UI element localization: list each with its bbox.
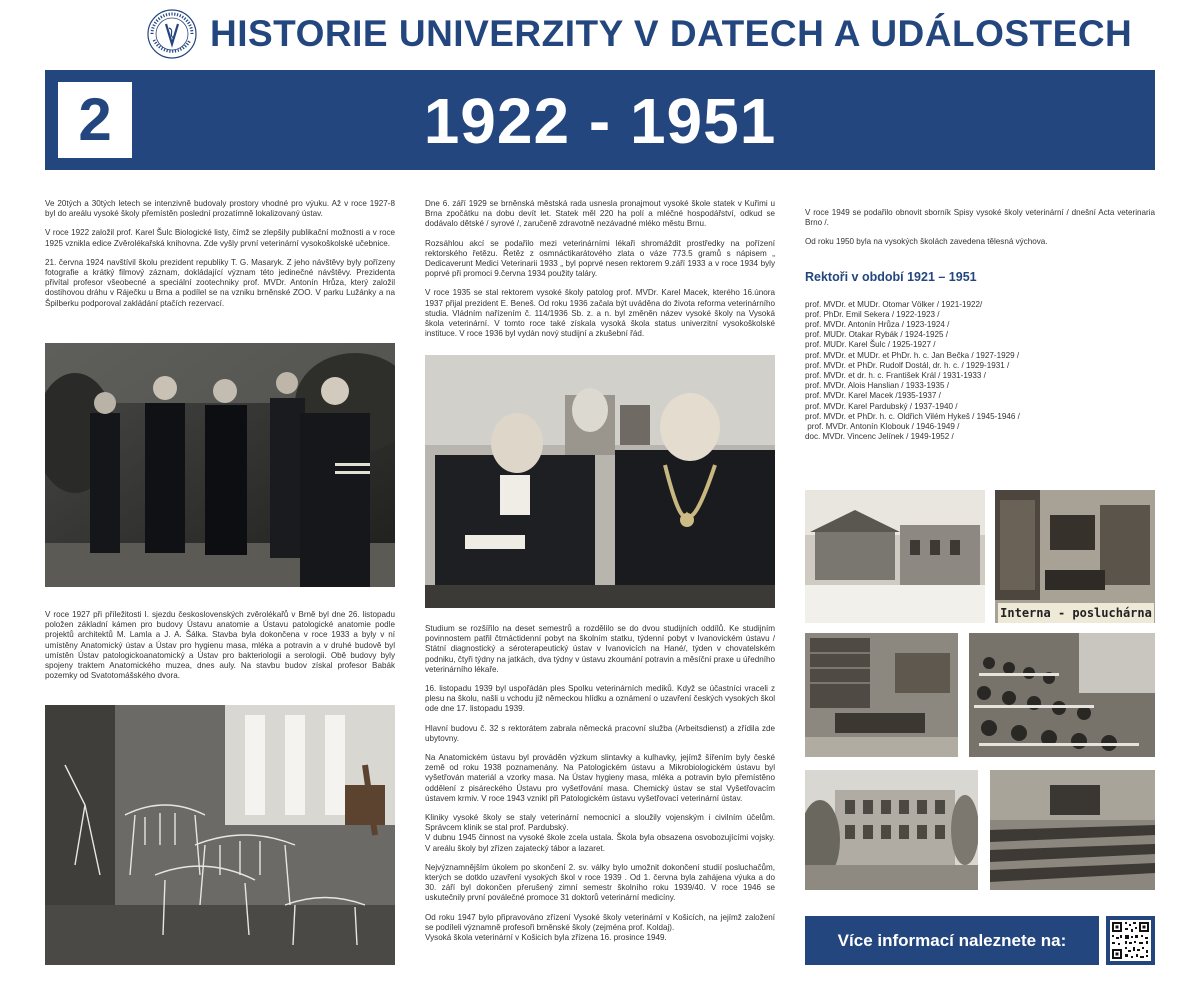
more-info-banner: Více informací naleznete na: bbox=[805, 916, 1099, 965]
list-item: prof. MVDr. et PhDr. h. c. Oldřich Vilém Hykeš / 1945-1946 / bbox=[805, 411, 1020, 421]
list-item: prof. MUDr. Karel Šulc / 1925-1927 / bbox=[805, 340, 936, 350]
list-item: prof. MVDr. Alois Hanslian / 1933-1935 / bbox=[805, 381, 949, 391]
paragraph: Od roku 1950 byla na vysokých školách zavedena tělesná výchova. bbox=[805, 237, 1048, 247]
photo-caption: Interna - posluchárna bbox=[998, 603, 1154, 623]
paragraph: Od roku 1947 bylo připravováno zřízení Vysoké školy veterinární v Košicích, na jejímž založení se podíleli významně profesoři brněnské školy (zejména prof. Koldaj). Vysoká škola veterinární v Košicích byla zřízena 16. prosince 1949. bbox=[425, 912, 775, 943]
column-2-text-top bbox=[425, 199, 775, 339]
paragraph: Rozsáhlou akcí se podařilo mezi veterinárními lékaři shromáždit prostředky na pořízení rektorského řetězu. Řetěz z osmnáctikarátového zlata o váze 773.5 gramů s nápisem „ Dedicaverunt Medici Veterinarii 1933 „ byl poprvé nesen rektorem 9.září 1933 a v roce 1934 byly poprvé při promoci 9.června 1934 použity taláry. bbox=[425, 238, 775, 279]
list-item: prof. PhDr. Emil Sekera / 1922-1923 / bbox=[805, 309, 940, 319]
paragraph: Studium se rozšířilo na deset semestrů a rozdělilo se do dvou studijních oddílů. Ke studijním povinnostem patřil čtrnáctidenní pobyt na školním statku, týdenní pobyt v Ivanovickém ústavu / Státní diagnostický a séroterapeutický ústav v Ivanovicích na Hané/, týden v chovatelském podniku, čtyři týdny na jatkách, dva týdny v ústavu zkoumání potravin a měsíční praxe u úředního veterinárního lékaře. bbox=[425, 624, 775, 674]
panel-number: 2 bbox=[58, 82, 132, 158]
photo-lecture-students bbox=[969, 633, 1155, 757]
page-title: HISTORIE UNIVERZITY V DATECH A UDÁLOSTECH bbox=[210, 13, 1133, 54]
column-2-text-bottom bbox=[425, 624, 775, 943]
paragraph: V roce 1949 se podařilo obnovit sborník Spisy vysoké školy veterinární / dnešní Acta veterinaria Brno /. bbox=[805, 208, 1155, 228]
paragraph: Nejvýznamnějším úkolem po skončení 2. sv. války bylo umožnit dokončení studií posluchačům, kterých se dotklo uzavření vysokých škol v roce 1939 . Od 1. června byla zahájena výuka a do 30. září byl dokončen přerušený zimní semestr školního roku 1939/40. V roce 1946 se uskutečnily první poválečné promoce 31 doktorů veterinární medicíny. bbox=[425, 862, 775, 903]
paragraph: Kliniky vysoké školy se staly veterinární nemocnicí a sloužily vojenským i civilním účelům. Správcem klinik se stal prof. Pardubský. V dubnu 1945 činnost na vysoké škole zcela ustala. Škola byla obsazena osvobozujícími vojsky. V areálu školy byl zřízen zajatecký tábor a lazaret. bbox=[425, 813, 775, 853]
period-title: 1922 - 1951 bbox=[423, 85, 777, 157]
photo-masaryk-visit bbox=[45, 343, 395, 587]
qr-code-icon[interactable] bbox=[1106, 916, 1155, 965]
rectors-list bbox=[805, 300, 1155, 443]
list-item: prof. MVDr. et dr. h. c. František Král / 1931-1933 / bbox=[805, 371, 986, 381]
university-logo bbox=[146, 8, 198, 60]
column-3-text bbox=[805, 208, 1155, 442]
paragraph: Na Anatomickém ústavu byl prováděn výzkum slintavky a kulhavky, jejímž šířením byly české země od roku 1938 poznamenány. Na Patologickém ústavu a Mikrobiologickém ústavu byl vyšetřován materiál a vzorky masa. Na Ústav hygieny masa, mléka a potravin bylo přemístěno oddělení z pisáreckého Ústavu pro vyšetřování masa. Chemický ústav se stal Vyšetřovacím ústavem krmiv. V roce 1943 vznikl při Patologickém ústavu vyšetřovací veterinární ústav. bbox=[425, 753, 775, 803]
paragraph: Dne 6. září 1929 se brněnská městská rada usnesla pronajmout vysoké škole statek v Kuřimi u Brna zpočátku na dobu devít let. Statek měl 220 ha polí a mléčné hospodářství, odkud se dodávalo dětské / syrové /, zaručeně zdravotně nezávadné mléko městu Brnu. bbox=[425, 199, 775, 229]
list-item: prof. MVDr. Antonín Klobouk / 1946-1949 / bbox=[805, 422, 960, 432]
paragraph: 16. listopadu 1939 byl uspořádán ples Spolku veterinárních mediků. Když se účastníci vraceli z plesu na školu, našli u vchodu již německou hlídku a oznámení o uzavření českých vysokých škol ode dne 17. listopadu 1939. bbox=[425, 684, 775, 714]
paragraph: Hlavní budovu č. 32 s rektorátem zabrala německá pracovní služba (Arbeitsdienst) a zřídila zde ubytovny. bbox=[425, 723, 775, 743]
paragraph: Ve 20tých a 30tých letech se intenzivně budovaly prostory vhodné pro výuku. Až v roce 1927-8 byl do areálu vysoké školy přemístěn poslední prozatímně lokalizovaný ústav. bbox=[45, 199, 395, 219]
column-1-text-bottom bbox=[45, 610, 395, 681]
photo-anatomical-museum bbox=[45, 705, 395, 965]
paragraph: 21. června 1924 navštívil školu prezident republiky T. G. Masaryk. Z jeho návštěvy byly pořízeny fotografie a krátký filmový záznam, dokládající význam této jedinečné návštěvy. Prezidenta přivítal profesor všeobecné a speciální zootechniky prof. MVDr. Antonín Hrůza, který založil dostihovou dráhu v Ráječku u Brna a podílel se na vzniku brněnské ZOO. V parku Lužánky a na Špilberku podporoval zakládání ptačích rezervací. bbox=[45, 257, 395, 308]
paragraph: V roce 1935 se stal rektorem vysoké školy patolog prof. MVDr. Karel Macek, kterého 16.února 1937 přijal prezident E. Beneš. Od roku 1936 začala být uváděna do života reforma veterinárního studia. Vládním nařízením č. 114/1936 Sb. z. a n. byl změněn název vysoké školy na Vysoká škola veterinární. V tomto roce také získala vysoká škola status univerzitní vysokoškolské instituce. V roce 1936 byl vydán nový studijní a zkušební řád. bbox=[425, 288, 775, 339]
paragraph: V roce 1922 založil prof. Karel Šulc Biologické listy, čímž se zlepšily publikační možnosti a v roce 1925 vznikla edice Zvěrolékařská knihovna. Zde vyšly první veterinární vysokoškolské učebnice. bbox=[45, 228, 395, 248]
list-item: prof. MVDr. Karel Macek /1935-1937 / bbox=[805, 391, 941, 401]
column-1-text-top bbox=[45, 199, 395, 309]
list-item: doc. MVDr. Vincenc Jelínek / 1949-1952 / bbox=[805, 432, 954, 442]
rectors-heading: Rektoři v období 1921 – 1951 bbox=[805, 269, 977, 284]
photo-school-building bbox=[805, 770, 978, 890]
list-item: prof. MUDr. Otakar Rybák / 1924-1925 / bbox=[805, 330, 949, 340]
photo-library bbox=[805, 633, 958, 757]
list-item: prof. MVDr. et PhDr. Rudolf Dostál, dr. h. c. / 1929-1931 / bbox=[805, 360, 1010, 370]
list-item: prof. MVDr. Karel Pardubský / 1937-1940 / bbox=[805, 401, 958, 411]
paragraph: V roce 1927 při příležitosti I. sjezdu československých zvěrolékařů v Brně byl dne 26. listopadu položen základní kámen pro budovy Ústavu anatomie a Ústavu patologické anatomie podle projektů architektů M. Lamla a J. A. Šálka. Stavba byla dokončena v roce 1933 a byly v ní umístěny Anatomický ústav a Ústav pro hygienu masa, mléka a potravin a v druhé budově byl umístěn Ústav patologickoanatomický a Ústav pro bakteriologii a serologii. Obě budovy byly spojeny traktem Anatomického muzea, dnes auly. Na stavbu budov získal profesor Babák pozemky od Svatotomášského dvora. bbox=[45, 610, 395, 681]
list-item: prof. MVDr. et MUDr. Otomar Völker / 1921-1922/ bbox=[805, 299, 983, 309]
photo-benes-macek bbox=[425, 355, 775, 608]
list-item: prof. MVDr. et MUDr. et PhDr. h. c. Jan Bečka / 1927-1929 / bbox=[805, 350, 1020, 360]
photo-lecture-hall bbox=[990, 770, 1155, 890]
list-item: prof. MVDr. Antonín Hrůza / 1923-1924 / bbox=[805, 320, 950, 330]
photo-courtyard-winter bbox=[805, 490, 985, 623]
